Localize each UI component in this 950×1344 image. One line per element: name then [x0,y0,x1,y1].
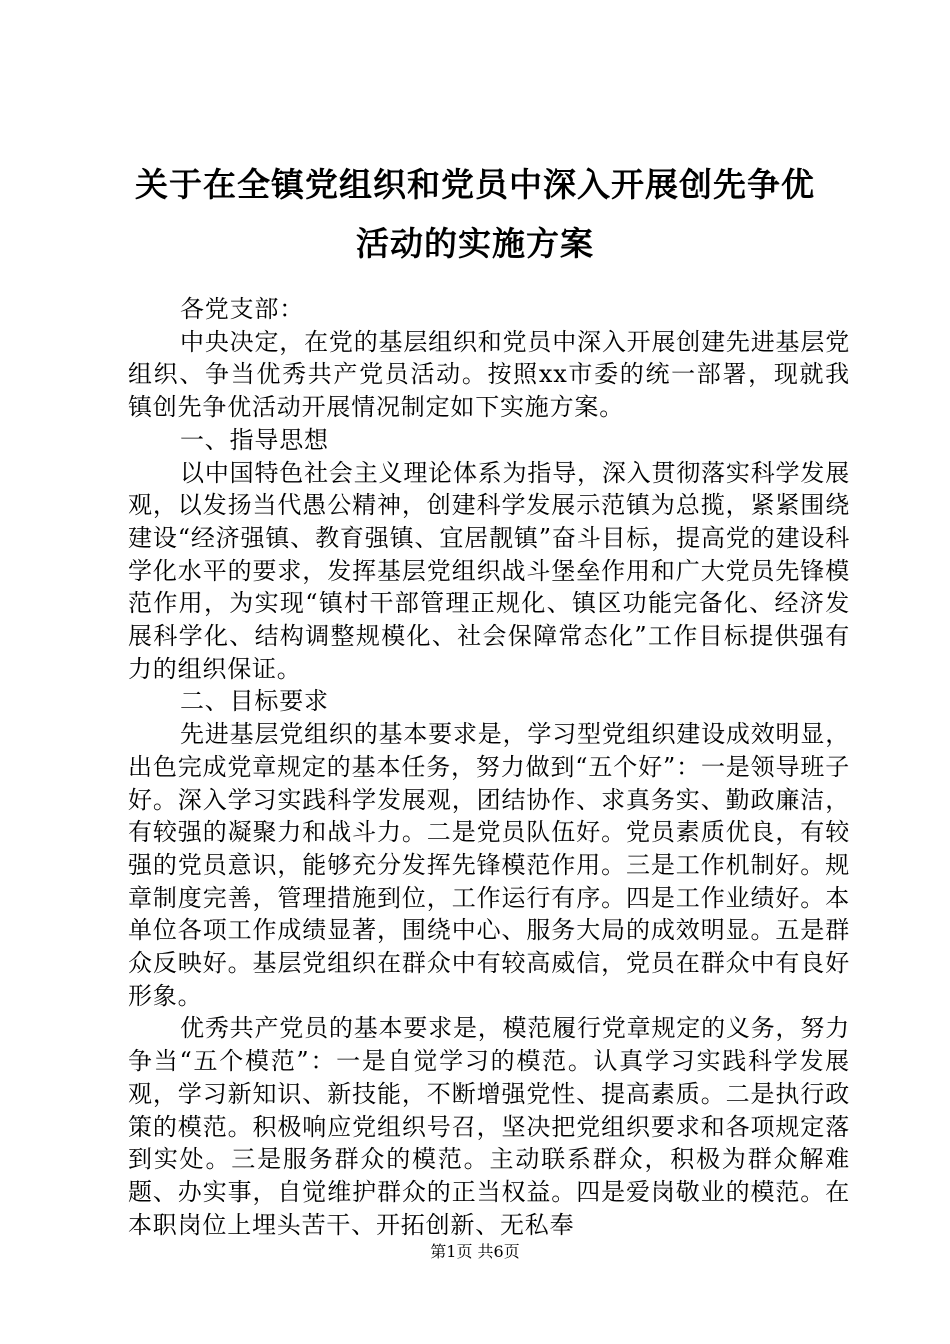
document-title-line-1: 关于在全镇党组织和党员中深入开展创先争优 [135,165,815,204]
paragraph-advanced-organization: 先进基层党组织的基本要求是，学习型党组织建设成效明显，出色完成党章规定的基本任务，努力做到“五个好”：一是领导班子好。深入学习实践科学发展观，团结协作、求真务实、勤政廉洁，有较强的凝聚力和战斗力。二是党员队伍好。党员素质优良，有较强的党员意识，能够充分发挥先锋模范作用。三是工作机制好。规章制度完善，管理措施到位，工作运行有序。四是工作业绩好。本单位各项工作成绩显著，围绕中心、服务大局的成效明显。五是群众反映好。基层党组织在群众中有较高威信，党员在群众中有良好形象。 [128,720,850,1010]
paragraph-guiding-ideology: 以中国特色社会主义理论体系为指导，深入贯彻落实科学发展观，以发扬当代愚公精神，创建科学发展示范镇为总揽，紧紧围绕建设“经济强镇、教育强镇、宜居靓镇”奋斗目标，提高党的建设科学化水平的要求，发挥基层党组织战斗堡垒作用和广大党员先锋模范作用，为实现“镇村干部管理正规化、镇区功能完备化、经济发展科学化、结构调整规模化、社会保障常态化”工作目标提供强有力的组织保证。 [128,458,850,683]
salutation: 各党支部： [180,295,304,323]
section-heading-guiding-ideology: 一、指导思想 [180,425,329,454]
document-title-line-2: 活动的实施方案 [356,224,594,263]
page-number-footer: 第1页 共6页 [430,1242,520,1261]
paragraph-outstanding-member: 优秀共产党员的基本要求是，模范履行党章规定的义务，努力争当“五个模范”：一是自觉学习的模范。认真学习实践科学发展观，学习新知识、新技能，不断增强党性、提高素质。二是执行政策的模范。积极响应党组织号召，坚决把党组织要求和各项规定落到实处。三是服务群众的模范。主动联系群众，积极为群众解难题、办实事，自觉维护群众的正当权益。四是爱岗敬业的模范。在本职岗位上埋头苦干、开拓创新、无私奉 [128,1014,850,1239]
section-heading-goals: 二、目标要求 [180,687,329,716]
paragraph-intro: 中央决定，在党的基层组织和党员中深入开展创建先进基层党组织、争当优秀共产党员活动。按照xx市委的统一部署，现就我镇创先争优活动开展情况制定如下实施方案。 [128,327,850,422]
document-body [128,293,850,1241]
